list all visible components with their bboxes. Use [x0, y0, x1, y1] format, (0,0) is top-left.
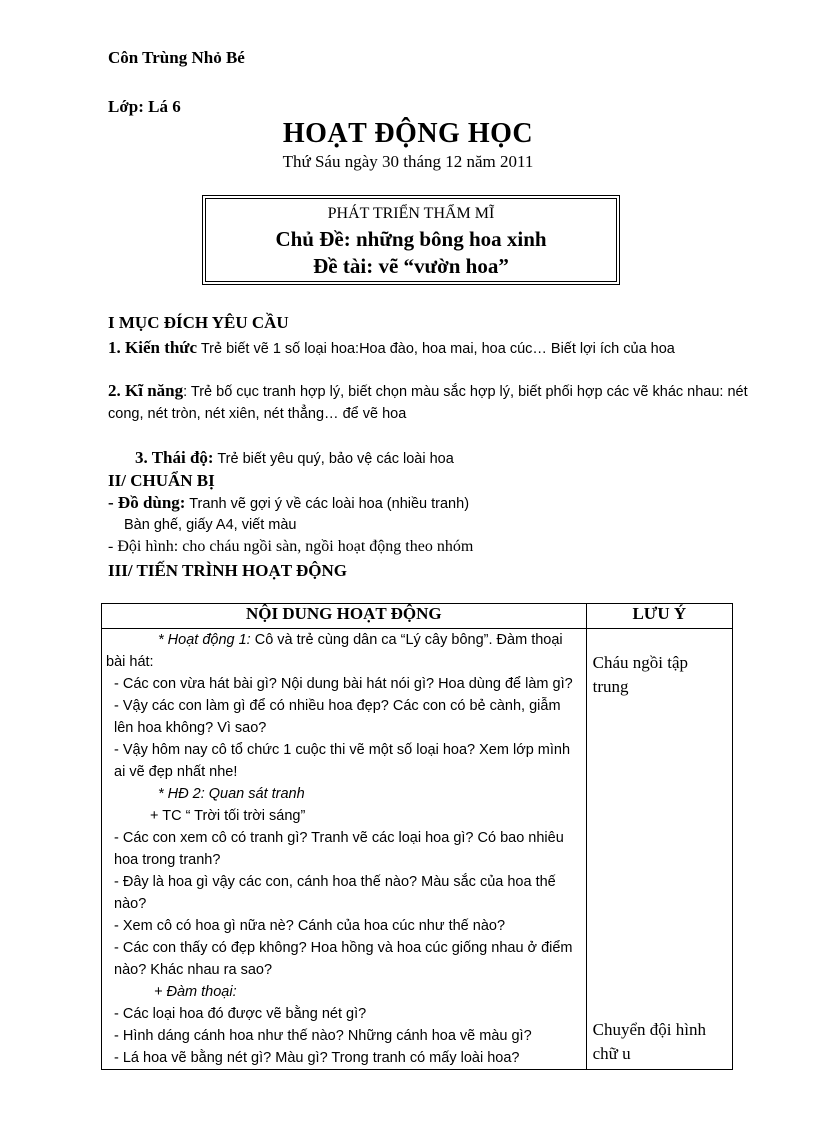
skill-text: : Trẻ bố cục tranh hợp lý, biết chọn màu sắc hợp lý, biết phối hợp các vẽ khác nhau: nét cong, nét tròn, nét xiên, nét thẳng… để vẽ hoa: [108, 384, 748, 422]
activity-line: - Các con vừa hát bài gì? Nội dung bài hát nói gì? Hoa dùng để làm gì?: [114, 676, 573, 692]
section-heading-objectives: I MỤC ĐÍCH YÊU CẦU: [108, 313, 289, 332]
note-formation: Chuyển đội hình chữ u: [592, 1020, 706, 1063]
activity-line: + TC “ Trời tối trời sáng”: [150, 808, 306, 824]
knowledge-label: 1. Kiến thức: [108, 338, 198, 357]
skill-label: 2. Kĩ năng: [108, 381, 184, 400]
activity-line: - Vậy các con làm gì để có nhiều hoa đẹp? Các con có bẻ cành, giẫm lên hoa không? Vì sao?: [114, 698, 561, 736]
column-header-content: NỘI DUNG HOẠT ĐỘNG: [102, 604, 587, 629]
date-line: Thứ Sáu ngày 30 tháng 12 năm 2011: [282, 152, 534, 171]
attitude-label: 3. Thái độ:: [135, 448, 214, 467]
activity-line: - Lá hoa vẽ bằng nét gì? Màu gì? Trong tranh có mấy loài hoa?: [114, 1050, 520, 1066]
activity-2-heading: * HĐ 2: Quan sát tranh: [158, 786, 305, 802]
activity-table: [101, 603, 733, 1070]
activity-line: - Các con thấy có đẹp không? Hoa hồng và hoa cúc giống nhau ở điểm nào? Khác nhau ra sao?: [114, 940, 573, 978]
topic-theme: Chủ Đề: những bông hoa xinh: [275, 227, 547, 251]
activity-line: - Vậy hôm nay cô tổ chức 1 cuộc thi vẽ một số loại hoa? Xem lớp mình ai vẽ đẹp nhất nhe!: [114, 742, 571, 780]
tools-line-2: Bàn ghế, giấy A4, viết màu: [124, 517, 297, 533]
formation-line: - Đội hình: cho cháu ngồi sàn, ngồi hoạt động theo nhóm: [108, 538, 474, 555]
knowledge-paragraph: [108, 337, 748, 360]
topic-box: [202, 195, 620, 285]
table-header-row: [102, 604, 733, 629]
activity-line: [106, 629, 582, 673]
author-name: Côn Trùng Nhỏ Bé: [108, 48, 245, 67]
activity-1-label: * Hoạt động 1:: [158, 632, 251, 648]
class-label: Lớp: Lá 6: [108, 97, 181, 116]
activity-content-cell: [102, 629, 587, 1070]
topic-field: PHÁT TRIỂN THẨM MĨ: [327, 205, 495, 222]
discussion-heading: + Đàm thoại:: [154, 984, 237, 1000]
table-row: [102, 629, 733, 1070]
attitude-text: Trẻ biết yêu quý, bảo vệ các loài hoa: [213, 451, 454, 467]
note-gather: Cháu ngồi tập trung: [592, 653, 689, 696]
attitude-paragraph: [135, 447, 775, 470]
column-header-note: LƯU Ý: [586, 604, 732, 629]
activity-line: - Hình dáng cánh hoa như thế nào? Những cánh hoa vẽ màu gì?: [114, 1028, 532, 1044]
skill-paragraph: [108, 380, 748, 425]
tools-label: - Đồ dùng:: [108, 493, 186, 512]
knowledge-text: Trẻ biết vẽ 1 số loại hoa:Hoa đào, hoa mai, hoa cúc… Biết lợi ích của hoa: [197, 341, 675, 357]
activity-line: - Các loại hoa đó được vẽ bằng nét gì?: [114, 1006, 367, 1022]
page-title: HOẠT ĐỘNG HỌC: [282, 118, 534, 149]
tools-line: [108, 492, 748, 515]
note-cell: [586, 629, 732, 1070]
section-heading-process: III/ TIẾN TRÌNH HOẠT ĐỘNG: [108, 561, 348, 580]
topic-subject: Đề tài: vẽ “vườn hoa”: [313, 254, 509, 278]
activity-line: - Các con xem cô có tranh gì? Tranh vẽ các loại hoa gì? Có bao nhiêu hoa trong tranh?: [114, 830, 564, 868]
activity-1-text: Cô và trẻ cùng dân ca “Lý cây bông”. Đàm thoại bài hát:: [106, 632, 563, 670]
activity-line: - Xem cô có hoa gì nữa nè? Cánh của hoa cúc như thế nào?: [114, 918, 506, 934]
activity-line: - Đây là hoa gì vậy các con, cánh hoa thế nào? Màu sắc của hoa thế nào?: [114, 874, 556, 912]
tools-text: Tranh vẽ gợi ý về các loài hoa (nhiều tranh): [185, 496, 470, 512]
section-heading-preparation: II/ CHUẨN BỊ: [108, 471, 215, 490]
